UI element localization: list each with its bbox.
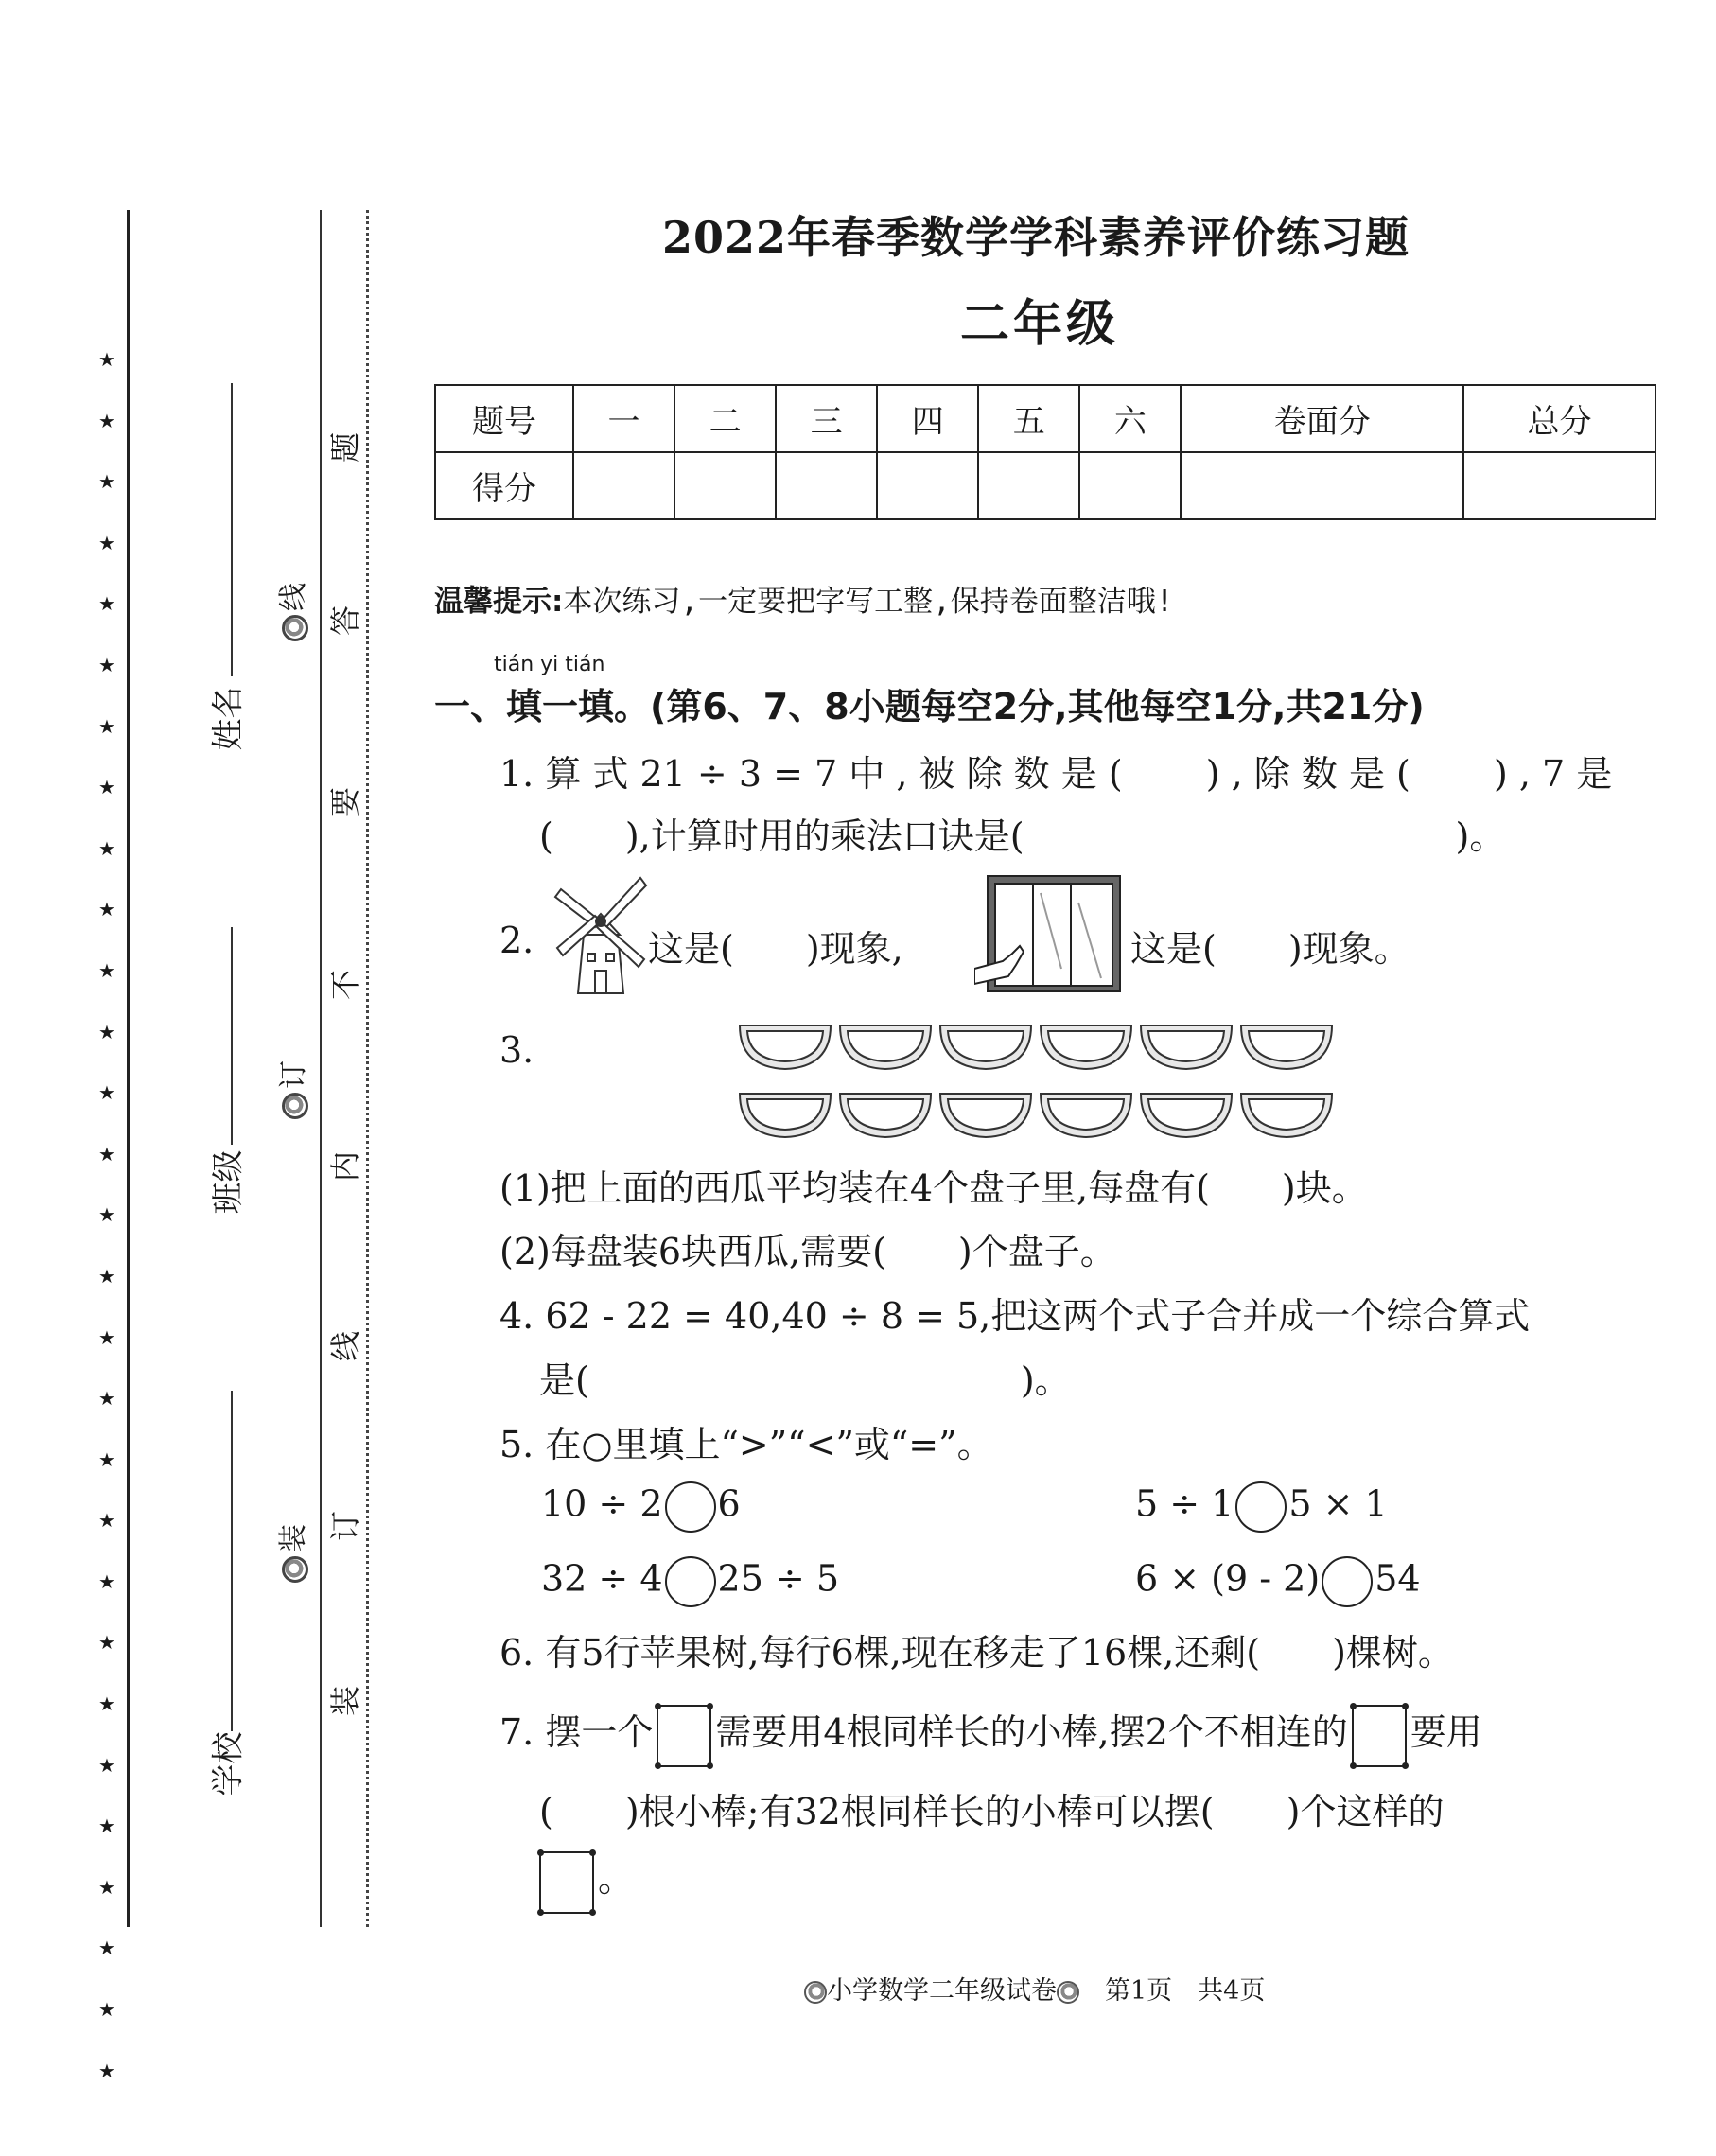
watermelon-slice — [740, 1094, 831, 1137]
school-write-line[interactable] — [231, 1391, 233, 1731]
star-icon: ★ — [98, 1020, 115, 1043]
table-header-cell: 六 — [1079, 385, 1181, 452]
table-header-cell: 一 — [573, 385, 674, 452]
compare-circle-blank[interactable] — [1235, 1481, 1287, 1533]
warning-char: 不 — [327, 969, 364, 1001]
star-icon: ★ — [98, 1631, 115, 1655]
windmill-window — [587, 954, 595, 961]
score-cell[interactable] — [1079, 452, 1181, 519]
score-cell[interactable] — [573, 452, 674, 519]
question-3-part-1: (1)把上面的西瓜平均装在4个盘子里,每盘有( )块。 — [499, 1167, 1368, 1209]
name-label: 姓名 — [209, 686, 248, 751]
star-icon: ★ — [98, 1081, 115, 1105]
star-icon: ★ — [98, 653, 115, 676]
stick-square-icon — [539, 1851, 594, 1914]
watermelon-slice — [740, 1025, 831, 1069]
watermelon-slice — [1241, 1025, 1332, 1069]
binding-mark-line: 线 — [270, 579, 311, 645]
question-3-number: 3. — [499, 1029, 534, 1071]
stick-square-icon — [657, 1705, 711, 1767]
star-icon: ★ — [98, 958, 115, 982]
section-heading: 一、填一填。(第6、7、8小题每空2分,其他每空1分,共21分) — [434, 686, 1425, 727]
score-cell[interactable] — [978, 452, 1079, 519]
question-7-line-3: 。 — [539, 1849, 634, 1914]
score-cell[interactable] — [1463, 452, 1655, 519]
warning-char: 要 — [327, 786, 364, 818]
stick-square-icon — [1352, 1705, 1407, 1767]
question-2-text-2: 这是( )现象。 — [1130, 928, 1410, 970]
star-icon: ★ — [98, 1569, 115, 1593]
star-icon: ★ — [98, 1998, 115, 2022]
compare-circle-blank[interactable] — [1322, 1556, 1373, 1607]
watermelon-slice — [1141, 1025, 1232, 1069]
watermelon-slice — [1041, 1094, 1131, 1137]
sliding-window-image — [974, 874, 1124, 995]
warning-char: 线 — [327, 1330, 364, 1362]
binding-hole-icon — [282, 1556, 308, 1583]
table-header-cell: 总分 — [1463, 385, 1655, 452]
star-column — [98, 348, 115, 2122]
tip-line — [434, 577, 1173, 620]
question-3-part-2: (2)每盘装6块西瓜,需要( )个盘子。 — [499, 1231, 1116, 1272]
question-7-line-2: ( )根小棒;有32根同样长的小棒可以摆( )个这样的 — [539, 1791, 1445, 1832]
watermelon-slice — [1041, 1025, 1131, 1069]
tip-text: 本次练习,一定要把字写工整,保持卷面整洁哦! — [563, 585, 1174, 619]
footer-page-number: 第1页 共4页 — [1105, 1976, 1266, 2006]
warning-char: 答 — [327, 605, 364, 637]
score-cell[interactable] — [776, 452, 877, 519]
warning-char: 装 — [327, 1685, 364, 1717]
star-icon: ★ — [98, 1142, 115, 1166]
section-pinyin: tián yi tián — [494, 653, 605, 676]
star-icon: ★ — [98, 1814, 115, 1838]
star-icon: ★ — [98, 409, 115, 432]
star-icon: ★ — [98, 1937, 115, 1960]
star-icon: ★ — [98, 1447, 115, 1471]
watermelon-slice — [940, 1094, 1031, 1137]
star-icon: ★ — [98, 836, 115, 860]
score-cell[interactable] — [877, 452, 978, 519]
compare-item: 5 ÷ 1 5 × 1 — [1135, 1481, 1388, 1533]
binding-hole-icon — [282, 1093, 308, 1119]
table-header-cell: 二 — [674, 385, 776, 452]
window-pane — [1071, 884, 1112, 986]
question-4-line-1: 4. 62 - 22 = 40,40 ÷ 8 = 5,把这两个式子合并成一个综合算式 — [499, 1295, 1531, 1337]
windmill-door — [595, 971, 606, 993]
class-label: 班级 — [209, 1149, 248, 1215]
star-icon: ★ — [98, 1753, 115, 1777]
compare-circle-blank[interactable] — [665, 1481, 716, 1533]
star-icon: ★ — [98, 1509, 115, 1533]
binding-inner-line — [320, 210, 322, 1927]
warning-char: 内 — [327, 1150, 364, 1183]
table-header-cell: 四 — [877, 385, 978, 452]
star-icon: ★ — [98, 348, 115, 371]
question-1-line-2: ( ),计算时用的乘法口诀是( )。 — [539, 815, 1506, 857]
class-write-line[interactable] — [231, 927, 233, 1145]
compare-item: 10 ÷ 2 6 — [541, 1481, 741, 1533]
score-table — [434, 384, 1656, 520]
star-icon: ★ — [98, 714, 115, 738]
star-icon: ★ — [98, 1325, 115, 1349]
grade-title: 二年级 — [960, 295, 1120, 353]
tip-label: 温馨提示: — [434, 585, 564, 619]
star-icon: ★ — [98, 1692, 115, 1716]
footer-paper-name: 小学数学二年级试卷 — [827, 1976, 1057, 2006]
score-cell[interactable] — [674, 452, 776, 519]
star-icon: ★ — [98, 1264, 115, 1288]
question-6: 6. 有5行苹果树,每行6棵,现在移走了16棵,还剩( )棵树。 — [499, 1632, 1454, 1674]
binding-hole-icon — [282, 615, 308, 641]
question-2-text-1: 这是( )现象, — [648, 928, 903, 970]
name-write-line[interactable] — [231, 383, 233, 676]
footer-ornament-icon — [1057, 1981, 1079, 2004]
score-table-header-row — [435, 385, 1655, 452]
watermelon-slice — [840, 1094, 931, 1137]
question-4-line-2: 是( )。 — [539, 1359, 1071, 1401]
table-row-label: 得分 — [435, 452, 573, 519]
windmill-window — [606, 954, 614, 961]
table-header-cell: 三 — [776, 385, 877, 452]
star-icon: ★ — [98, 470, 115, 494]
star-icon: ★ — [98, 531, 115, 554]
compare-item: 32 ÷ 4 25 ÷ 5 — [541, 1556, 839, 1607]
binding-mark-bind: 装 — [270, 1520, 311, 1586]
table-header-cell: 五 — [978, 385, 1079, 452]
page-title: 2022年春季数学学科素养评价练习题 — [662, 212, 1410, 263]
windmill-hub — [596, 917, 605, 926]
windmill-blade — [601, 878, 646, 927]
watermelon-slice — [1141, 1094, 1232, 1137]
star-icon: ★ — [98, 1875, 115, 1899]
score-table-row — [435, 452, 1655, 519]
compare-circle-blank[interactable] — [665, 1556, 716, 1607]
star-icon: ★ — [98, 1203, 115, 1227]
question-5-prompt: 5. 在○里填上“>”“<”或“=”。 — [499, 1424, 993, 1465]
star-icon: ★ — [98, 592, 115, 616]
page-footer — [804, 1970, 1265, 2007]
footer-ornament-icon — [804, 1981, 827, 2004]
binding-mark-staple: 订 — [270, 1057, 311, 1123]
warning-char: 题 — [327, 431, 364, 464]
compare-item: 6 × (9 - 2) 54 — [1135, 1556, 1421, 1607]
table-header-cell: 卷面分 — [1181, 385, 1463, 452]
cut-dotted-line — [366, 210, 369, 1927]
school-label: 学校 — [209, 1731, 248, 1797]
star-icon: ★ — [98, 2059, 115, 2082]
watermelon-slice — [1241, 1094, 1332, 1137]
watermelon-slice — [840, 1025, 931, 1069]
watermelon-slices-image — [738, 1022, 1343, 1145]
question-1-line-1: 1. 算 式 21 ÷ 3 = 7 中 , 被 除 数 是 ( ) , 除 数 是 ( ) , 7 是 — [499, 753, 1613, 795]
question-7-line-1: 7. 摆一个 需要用4根同样长的小棒,摆2个不相连的 要用 — [499, 1703, 1482, 1767]
score-cell[interactable] — [1181, 452, 1463, 519]
star-icon: ★ — [98, 1387, 115, 1411]
watermelon-slice — [940, 1025, 1031, 1069]
question-2-number: 2. — [499, 920, 534, 961]
star-icon: ★ — [98, 776, 115, 799]
table-header-cell: 题号 — [435, 385, 573, 452]
binding-border-line — [127, 210, 130, 1927]
star-icon: ★ — [98, 898, 115, 921]
windmill-image — [553, 868, 648, 1001]
warning-char: 订 — [327, 1510, 364, 1542]
